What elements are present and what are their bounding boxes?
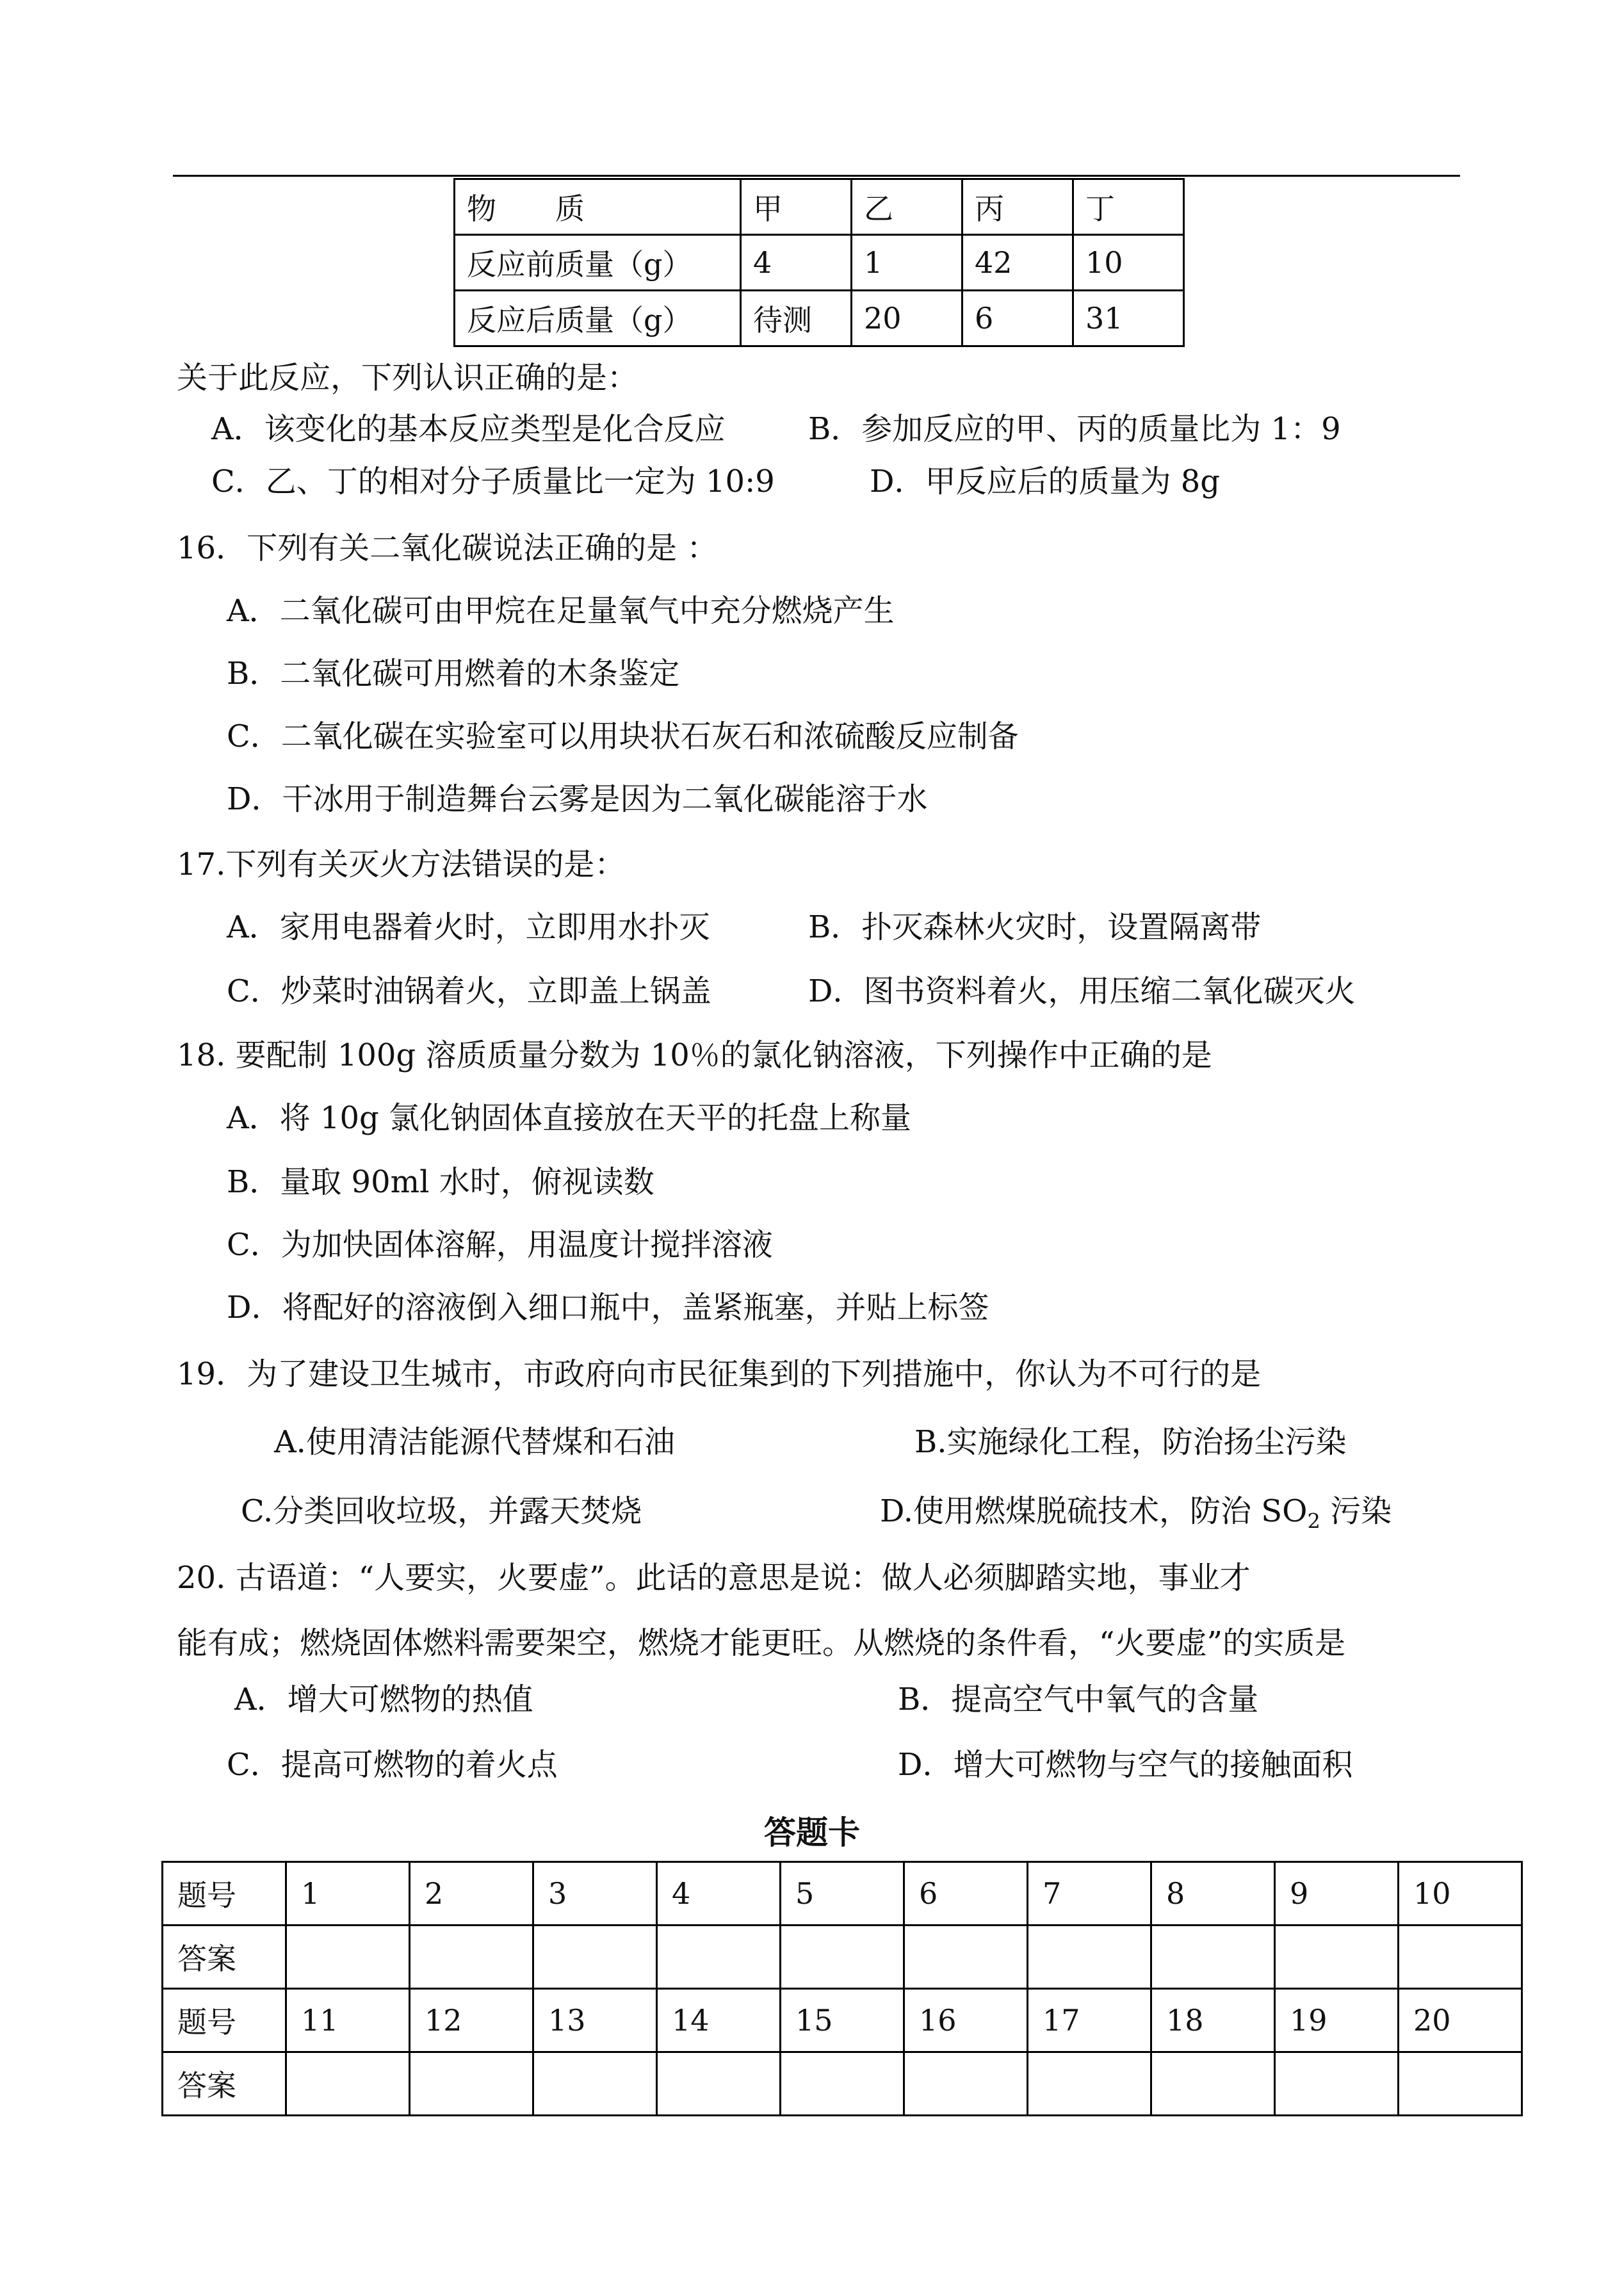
- table-cell: 20: [852, 291, 962, 346]
- header-rule: [173, 175, 1460, 177]
- question-number-cell: 5: [781, 1862, 904, 1926]
- q20-option-b: B．提高空气中氧气的含量: [898, 1682, 1259, 1717]
- q20-stem-line2: 能有成；燃烧固体燃料需要架空，燃烧才能更旺。从燃烧的条件看，“火要虚”的实质是: [177, 1625, 1346, 1661]
- answer-blank-cell[interactable]: [781, 2052, 904, 2116]
- table-cell: 10: [1073, 235, 1184, 291]
- q19-option-d-subscript: 2: [1307, 1509, 1320, 1534]
- answer-blank-cell[interactable]: [904, 1926, 1028, 1989]
- answer-card-title: 答题卡: [764, 1813, 860, 1851]
- answer-blank-cell[interactable]: [657, 1926, 781, 1989]
- q19-option-d: [880, 1492, 1392, 1541]
- answer-card-table: [161, 1861, 1523, 2116]
- question-number-cell: 9: [1275, 1862, 1399, 1926]
- question-number-cell: 15: [781, 1989, 904, 2052]
- q19-option-a: A.使用清洁能源代替煤和石油: [274, 1424, 675, 1460]
- row-label: 答案: [163, 1926, 286, 1989]
- answer-blank-cell[interactable]: [1275, 1926, 1399, 1989]
- table-cell: 乙: [852, 179, 962, 235]
- table-cell: 丁: [1073, 179, 1184, 235]
- mass-table: [453, 178, 1185, 347]
- q19-option-b: B.实施绿化工程，防治扬尘污染: [914, 1424, 1347, 1460]
- q16-stem: 16．下列有关二氧化碳说法正确的是 ：: [177, 530, 718, 566]
- q17-option-b: B．扑灭森林火灾时，设置隔离带: [808, 909, 1262, 945]
- answer-blank-cell[interactable]: [533, 1926, 657, 1989]
- table-cell: 31: [1073, 291, 1184, 346]
- question-number-cell: 11: [286, 1989, 410, 2052]
- answer-blank-cell[interactable]: [410, 2052, 533, 2116]
- q19-option-d-tail: 污染: [1320, 1493, 1392, 1529]
- q18-option-c: C．为加快固体溶解，用温度计搅拌溶液: [227, 1227, 773, 1263]
- q17-option-d: D．图书资料着火，用压缩二氧化碳灭火: [808, 973, 1356, 1009]
- q19-option-c: C.分类回收垃圾，并露天焚烧: [241, 1493, 642, 1529]
- question-number-cell: 10: [1399, 1862, 1522, 1926]
- q17-option-c: C．炒菜时油锅着火，立即盖上锅盖: [227, 973, 711, 1009]
- q16-option-c: C．二氧化碳在实验室可以用块状石灰石和浓硫酸反应制备: [227, 718, 1019, 754]
- table-row: [163, 1926, 1522, 1989]
- q15-option-a: A．该变化的基本反应类型是化合反应: [211, 411, 726, 447]
- q19-option-d-text: D.使用燃煤脱硫技术，防治 SO: [880, 1493, 1308, 1529]
- q20-option-d: D．增大可燃物与空气的接触面积: [898, 1747, 1353, 1783]
- q18-option-b: B．量取 90ml 水时，俯视读数: [227, 1164, 654, 1200]
- table-row: [455, 291, 1184, 346]
- question-number-cell: 6: [904, 1862, 1028, 1926]
- question-number-cell: 14: [657, 1989, 781, 2052]
- q18-stem: 18. 要配制 100g 溶质质量分数为 10％的氯化钠溶液，下列操作中正确的是: [177, 1037, 1212, 1073]
- q18-option-a: A．将 10g 氯化钠固体直接放在天平的托盘上称量: [227, 1100, 911, 1136]
- question-number-cell: 2: [410, 1862, 533, 1926]
- table-row: [163, 1862, 1522, 1926]
- q15-option-b: B．参加反应的甲、丙的质量比为 1：9: [808, 411, 1341, 447]
- question-number-cell: 17: [1028, 1989, 1151, 2052]
- question-number-cell: 18: [1151, 1989, 1275, 2052]
- table-cell: 甲: [741, 179, 852, 235]
- answer-blank-cell[interactable]: [904, 2052, 1028, 2116]
- row-label: 题号: [163, 1862, 286, 1926]
- q20-option-c: C．提高可燃物的着火点: [227, 1747, 558, 1783]
- table-row: [163, 1989, 1522, 2052]
- answer-blank-cell[interactable]: [533, 2052, 657, 2116]
- q20-option-a: A．增大可燃物的热值: [234, 1682, 533, 1717]
- table-row: [455, 235, 1184, 291]
- answer-blank-cell[interactable]: [1399, 2052, 1522, 2116]
- q20-stem-line1: 20. 古语道：“人要实，火要虚”。此话的意思是说：做人必须脚踏实地，事业才: [177, 1560, 1251, 1596]
- answer-blank-cell[interactable]: [286, 1926, 410, 1989]
- table-cell: 6: [962, 291, 1073, 346]
- question-number-cell: 1: [286, 1862, 410, 1926]
- table-cell: 反应后质量（g）: [455, 291, 741, 346]
- q15-stem: 关于此反应，下列认识正确的是：: [177, 360, 638, 396]
- q16-option-a: A．二氧化碳可由甲烷在足量氧气中充分燃烧产生: [227, 593, 895, 629]
- row-label: 答案: [163, 2052, 286, 2116]
- q15-option-c: C．乙、丁的相对分子质量比一定为 10:9: [211, 464, 775, 499]
- table-cell: 待测: [741, 291, 852, 346]
- question-number-cell: 20: [1399, 1989, 1522, 2052]
- question-number-cell: 13: [533, 1989, 657, 2052]
- answer-blank-cell[interactable]: [286, 2052, 410, 2116]
- answer-blank-cell[interactable]: [781, 1926, 904, 1989]
- question-number-cell: 19: [1275, 1989, 1399, 2052]
- q18-option-d: D．将配好的溶液倒入细口瓶中，盖紧瓶塞，并贴上标签: [227, 1290, 989, 1326]
- answer-blank-cell[interactable]: [1028, 2052, 1151, 2116]
- table-row: [455, 179, 1184, 235]
- table-cell: 丙: [962, 179, 1073, 235]
- question-number-cell: 16: [904, 1989, 1028, 2052]
- q15-option-d: D．甲反应后的质量为 8g: [870, 464, 1221, 499]
- q17-stem: 17.下列有关灭火方法错误的是：: [177, 847, 626, 882]
- answer-blank-cell[interactable]: [1399, 1926, 1522, 1989]
- question-number-cell: 8: [1151, 1862, 1275, 1926]
- table-cell: 物 质: [455, 179, 741, 235]
- table-cell: 反应前质量（g）: [455, 235, 741, 291]
- q19-stem: 19．为了建设卫生城市，市政府向市民征集到的下列措施中，你认为不可行的是: [177, 1356, 1262, 1392]
- answer-blank-cell[interactable]: [410, 1926, 533, 1989]
- question-number-cell: 7: [1028, 1862, 1151, 1926]
- table-row: [163, 2052, 1522, 2116]
- q17-option-a: A．家用电器着火时，立即用水扑灭: [227, 909, 710, 945]
- question-number-cell: 4: [657, 1862, 781, 1926]
- table-cell: 4: [741, 235, 852, 291]
- question-number-cell: 3: [533, 1862, 657, 1926]
- answer-blank-cell[interactable]: [1151, 2052, 1275, 2116]
- answer-blank-cell[interactable]: [1151, 1926, 1275, 1989]
- question-number-cell: 12: [410, 1989, 533, 2052]
- table-cell: 1: [852, 235, 962, 291]
- answer-blank-cell[interactable]: [1028, 1926, 1151, 1989]
- table-cell: 42: [962, 235, 1073, 291]
- answer-blank-cell[interactable]: [1275, 2052, 1399, 2116]
- row-label: 题号: [163, 1989, 286, 2052]
- answer-blank-cell[interactable]: [657, 2052, 781, 2116]
- q16-option-b: B．二氧化碳可用燃着的木条鉴定: [227, 656, 680, 692]
- q16-option-d: D．干冰用于制造舞台云雾是因为二氧化碳能溶于水: [227, 781, 928, 817]
